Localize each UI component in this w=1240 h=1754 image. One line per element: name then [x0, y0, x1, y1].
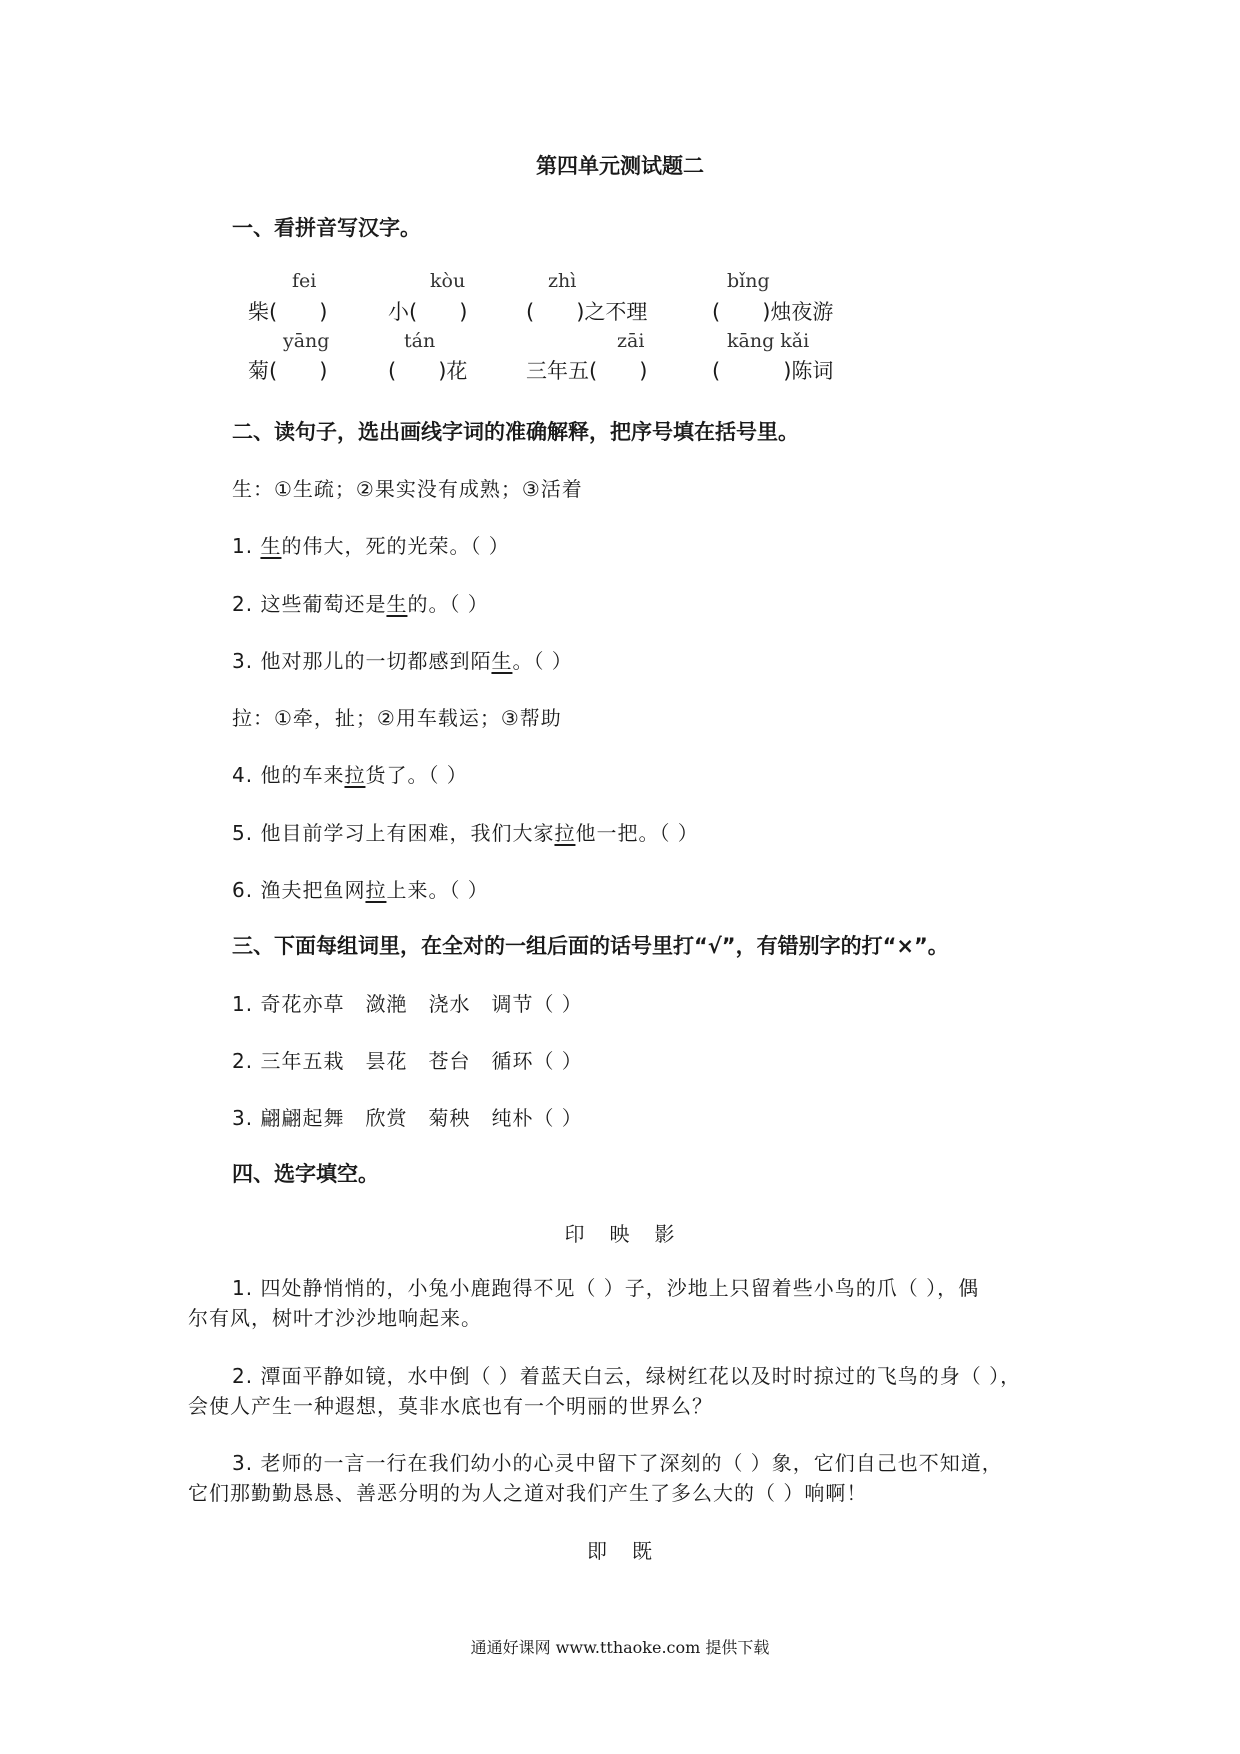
question-number: 5.	[232, 821, 254, 845]
choice-char: 既	[632, 1539, 653, 1563]
question-number: 3.	[232, 649, 254, 673]
section-1-heading: 一、看拼音写汉字。	[232, 216, 421, 240]
fill-blank-4: ( )烛夜游	[712, 300, 834, 324]
pinyin-7: zāi	[617, 330, 645, 352]
word-group-1	[232, 988, 583, 1017]
fill-blank-3: ( )之不理	[526, 300, 648, 324]
question-number: 1.	[232, 534, 254, 558]
question-text-post: 货了。（ ）	[365, 763, 468, 787]
choice-char: 印	[564, 1222, 586, 1246]
definition-la: 拉：①牵，扯；②用车载运；③帮助	[232, 706, 562, 730]
paragraph-1-line-1: 1. 四处静悄悄的，小兔小鹿跑得不见（ ）子，沙地上只留着些小鸟的爪（ ），偶	[232, 1276, 980, 1300]
question-2	[232, 588, 489, 617]
footer-source: 通通好课网 www.tthaoke.com 提供下载	[470, 1638, 770, 1657]
question-4	[232, 759, 468, 788]
word-group-text: 奇花亦草 潋滟 浇水 调节（ ）	[260, 992, 583, 1016]
choice-chars-2	[0, 1535, 1240, 1564]
fill-blank-5: 菊( )	[248, 359, 328, 383]
definition-sheng: 生：①生疏；②果实没有成熟；③活着	[232, 477, 583, 501]
question-text-pre: 他对那儿的一切都感到陌	[260, 649, 492, 673]
page-title: 第四单元测试题二	[536, 154, 704, 178]
word-group-2	[232, 1045, 583, 1074]
underlined-word: 拉	[365, 878, 387, 902]
choice-char: 即	[587, 1539, 608, 1563]
underlined-word: 拉	[554, 821, 576, 845]
question-text-post: 他一把。（ ）	[575, 821, 699, 845]
question-number: 1.	[232, 992, 254, 1016]
paragraph-2-line-2: 会使人产生一种遐想，莫非水底也有一个明丽的世界么？	[188, 1394, 713, 1418]
pinyin-4: bǐng	[727, 270, 770, 292]
question-1	[232, 530, 510, 559]
pinyin-8: kāng kǎi	[727, 330, 810, 352]
choice-char: 映	[609, 1222, 631, 1246]
pinyin-5: yāng	[283, 330, 330, 352]
question-number: 6.	[232, 878, 254, 902]
section-3-heading: 三、下面每组词里，在全对的一组后面的话号里打“√”，有错别字的打“×”。	[232, 934, 949, 958]
question-text-pre: 他的车来	[260, 763, 345, 787]
word-group-text: 三年五栽 昙花 苍台 循环（ ）	[260, 1049, 583, 1073]
question-text-post: 。（ ）	[512, 649, 573, 673]
question-5	[232, 817, 699, 846]
paragraph-3-line-2: 它们那勤勤恳恳、善恶分明的为人之道对我们产生了多么大的（ ）响啊！	[188, 1481, 868, 1505]
fill-blank-6: ( )花	[388, 359, 468, 383]
question-number: 2.	[232, 592, 254, 616]
section-2-heading: 二、读句子，选出画线字词的准确解释，把序号填在括号里。	[232, 420, 799, 444]
fill-blank-8: ( )陈词	[712, 359, 834, 383]
question-text-post: 上来。（ ）	[386, 878, 489, 902]
word-group-text: 翩翩起舞 欣赏 菊秧 纯朴（ ）	[260, 1106, 583, 1130]
pinyin-2: kòu	[430, 270, 466, 292]
question-number: 4.	[232, 763, 254, 787]
fill-blank-1: 柴( )	[248, 300, 328, 324]
section-4-heading: 四、选字填空。	[232, 1162, 379, 1186]
question-text-post: 的。（ ）	[407, 592, 489, 616]
fill-blank-7: 三年五( )	[526, 359, 648, 383]
question-6	[232, 874, 489, 903]
underlined-word: 生	[386, 592, 408, 616]
fill-blank-2: 小( )	[388, 300, 468, 324]
paragraph-3-line-1: 3. 老师的一言一行在我们幼小的心灵中留下了深刻的（ ）象，它们自己也不知道，	[232, 1451, 1003, 1475]
choice-chars-1	[0, 1218, 1240, 1247]
pinyin-6: tán	[404, 330, 436, 352]
paragraph-1-line-2: 尔有风，树叶才沙沙地响起来。	[188, 1306, 482, 1330]
word-group-3	[232, 1102, 583, 1131]
pinyin-3: zhì	[548, 270, 577, 292]
question-number: 3.	[232, 1106, 254, 1130]
question-text-pre: 他目前学习上有困难，我们大家	[260, 821, 555, 845]
question-text-pre: 渔夫把鱼网	[260, 878, 366, 902]
pinyin-1: fei	[292, 270, 317, 292]
paragraph-2-line-1: 2. 潭面平静如镜，水中倒（ ）着蓝天白云，绿树红花以及时时掠过的飞鸟的身（ ），	[232, 1364, 1022, 1388]
question-text-pre: 这些葡萄还是	[260, 592, 387, 616]
underlined-word: 生	[491, 649, 513, 673]
question-text-post: 的伟大，死的光荣。（ ）	[281, 534, 510, 558]
underlined-word: 生	[260, 534, 282, 558]
choice-char: 影	[654, 1222, 676, 1246]
question-3	[232, 645, 573, 674]
underlined-word: 拉	[344, 763, 366, 787]
question-number: 2.	[232, 1049, 254, 1073]
